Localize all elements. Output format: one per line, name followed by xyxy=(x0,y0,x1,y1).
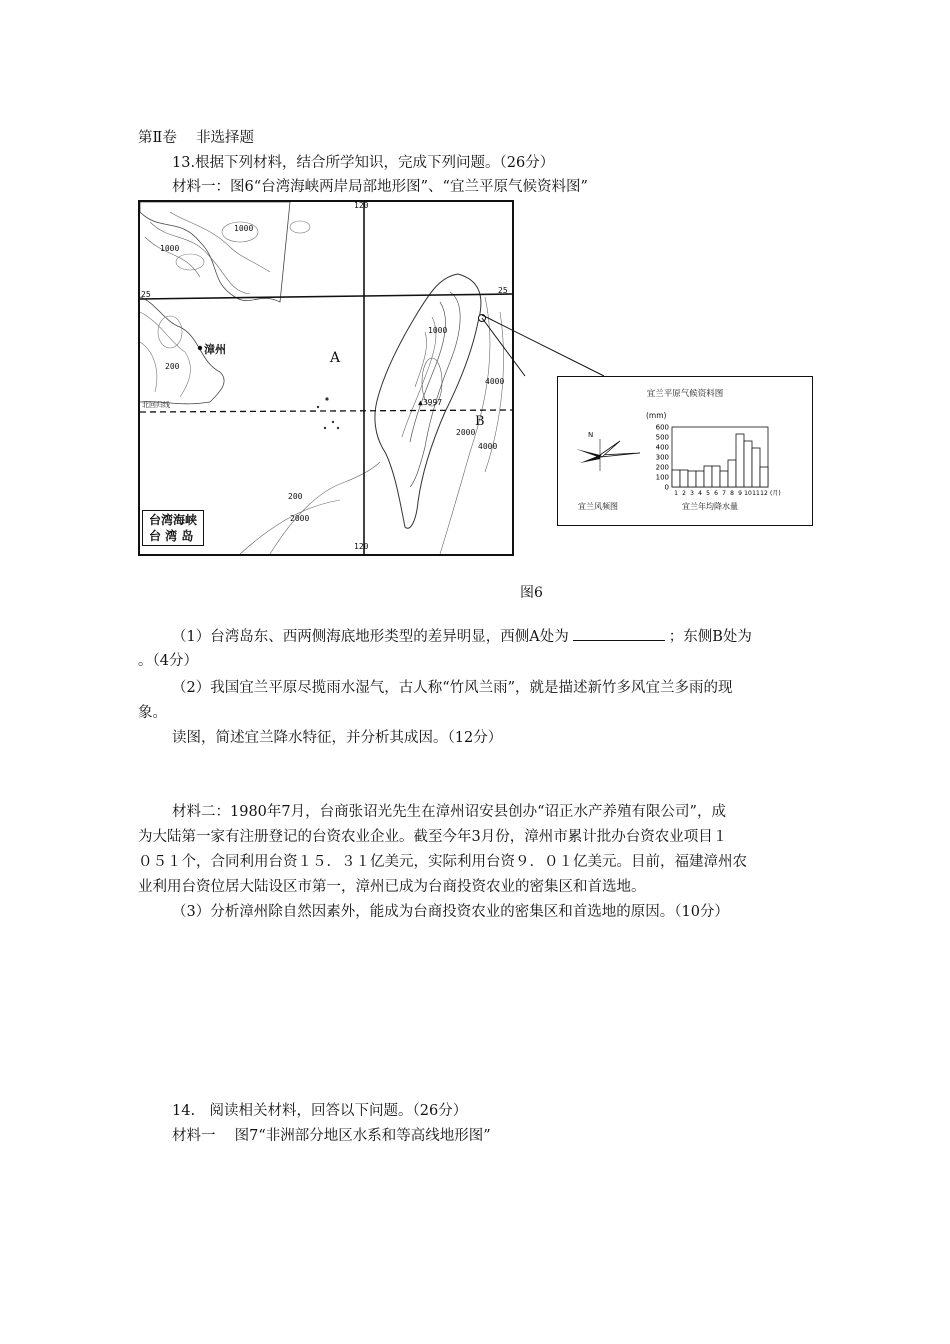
y-tick-label: 100 xyxy=(655,473,669,482)
rain-bar xyxy=(752,448,760,487)
rain-label: 宜兰年均降水量 xyxy=(682,502,738,511)
x-tick-label: 5 xyxy=(706,490,710,497)
wind-label: 宜兰风频图 xyxy=(578,502,618,511)
lat-label-right: 25 xyxy=(498,286,508,295)
rain-bar xyxy=(760,467,768,487)
y-tick-label: 0 xyxy=(664,483,669,492)
label-a: A xyxy=(330,350,341,366)
x-tick-label: 7 xyxy=(722,490,726,497)
rain-unit: (mm) xyxy=(646,411,667,420)
q13-sub2-line1: （2）我国宜兰平原尽揽雨水湿气，古人称“竹风兰雨”，就是描述新竹多风宜兰多雨的现 xyxy=(172,680,733,696)
taiwan-strait-map xyxy=(138,200,514,556)
legend-line-strait: 台湾海峡 xyxy=(149,513,198,527)
rain-bar xyxy=(688,471,696,487)
city-zhangzhou: 漳州 xyxy=(204,343,226,356)
contour-label: 2000 xyxy=(456,428,476,437)
x-tick-label: 10 xyxy=(744,490,752,497)
contour-label: 1000 xyxy=(428,326,448,335)
q13-sub1-part2: ；东侧B处为 xyxy=(668,629,752,645)
x-tick-label: 11 xyxy=(752,490,760,497)
x-tick-label: 12 xyxy=(760,490,768,497)
material2-line4: 业利用台资位居大陆设区市第一，漳州已成为台商投资农业的密集区和首选地。 xyxy=(138,879,646,895)
contour-label: 2000 xyxy=(290,514,310,523)
tropic-label: 北回归线 xyxy=(142,401,170,409)
q14-material1: 材料一 图7“非洲部分地区水系和等高线地形图” xyxy=(172,1128,491,1144)
material2-line1: 材料二：1980年7月，台商张诏光先生在漳州诏安县创办“诏正水产养殖有限公司”，成 xyxy=(172,804,726,820)
contour-label: 200 xyxy=(288,492,303,501)
rain-bar xyxy=(736,434,744,487)
rain-bar xyxy=(696,471,704,487)
rain-bar xyxy=(672,470,680,487)
q13-material1: 材料一：图6“台湾海峡两岸局部地形图”、“宜兰平原气候资料图” xyxy=(172,179,588,195)
rain-bar xyxy=(720,471,728,487)
x-tick-label: 1 xyxy=(674,490,678,497)
y-tick-label: 500 xyxy=(655,433,669,442)
q13-sub1-part1: （1）台湾岛东、西两侧海底地形类型的差异明显，西侧A处为 xyxy=(172,629,569,645)
rain-bar xyxy=(712,466,720,487)
contour-label: 1000 xyxy=(234,224,254,233)
x-tick-label: 8 xyxy=(730,490,734,497)
wind-north: N xyxy=(588,431,594,439)
q13-sub3: （3）分析漳州除自然因素外，能成为台商投资农业的密集区和首选地的原因。（10分） xyxy=(172,904,729,920)
q13-sub1 xyxy=(172,626,752,648)
rain-bar xyxy=(704,466,712,487)
y-tick-label: 300 xyxy=(655,453,669,462)
x-axis-unit: (月) xyxy=(770,490,781,497)
rainfall-chart xyxy=(642,419,810,499)
contour-label: 4000 xyxy=(478,442,498,451)
legend-line-island: 台 湾 岛 xyxy=(149,529,194,543)
map-svg xyxy=(140,202,512,554)
rain-bar xyxy=(728,460,736,487)
section-title: 第Ⅱ卷 非选择题 xyxy=(138,130,254,146)
figure-caption: 图6 xyxy=(520,585,543,601)
answer-blank-a[interactable] xyxy=(573,626,665,641)
contour-label: 4000 xyxy=(485,377,505,386)
q13-sub1-end: 。（4分） xyxy=(138,653,198,669)
x-tick-label: 3 xyxy=(690,490,694,497)
inset-title: 宜兰平原气候资料图 xyxy=(646,389,724,399)
contour-label: 1000 xyxy=(160,244,180,253)
x-tick-label: 6 xyxy=(714,490,718,497)
rain-bar xyxy=(744,441,752,487)
y-tick-label: 600 xyxy=(655,423,669,432)
material2-line2: 为大陆第一家有注册登记的台资农业企业。截至今年3月份，漳州市累计批办台资农业项目１ xyxy=(138,829,728,845)
map-legend xyxy=(142,510,204,546)
q13-stem: 13.根据下列材料，结合所学知识，完成下列问题。（26分） xyxy=(172,155,555,171)
peak-label: ▲3997 xyxy=(418,398,443,407)
x-tick-label: 4 xyxy=(698,490,702,497)
label-b: B xyxy=(475,414,485,429)
lon-label-bottom: 120 xyxy=(354,542,369,551)
rain-bar xyxy=(680,470,688,487)
y-tick-label: 400 xyxy=(655,443,669,452)
x-tick-label: 2 xyxy=(682,490,686,497)
q13-sub2-line3: 读图，简述宜兰降水特征，并分析其成因。（12分） xyxy=(172,730,503,746)
q14-stem: 14. 阅读相关材料，回答以下问题。（26分） xyxy=(172,1103,468,1119)
material2-line3: ０５１个，合同利用台资１５．３１亿美元，实际利用台资９．０１亿美元。目前，福建漳州农 xyxy=(138,854,747,870)
contour-label: 200 xyxy=(165,362,180,371)
lat-label-left: 25 xyxy=(141,290,151,299)
y-tick-label: 200 xyxy=(655,463,669,472)
wind-rose xyxy=(570,435,642,475)
callout-lines xyxy=(480,310,620,380)
x-tick-label: 9 xyxy=(738,490,742,497)
lon-label-top: 120 xyxy=(354,201,369,210)
yilan-climate-inset xyxy=(557,376,813,526)
q13-sub2-line2: 象。 xyxy=(138,705,167,721)
